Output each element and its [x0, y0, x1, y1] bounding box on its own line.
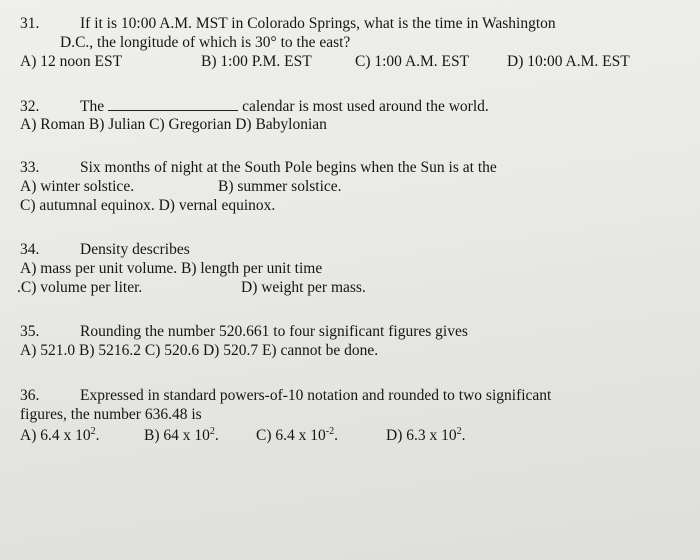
option-b: B) 1:00 P.M. EST — [201, 53, 312, 70]
question-stem: Density describes — [80, 241, 190, 258]
option-c: C) 1:00 A.M. EST — [355, 53, 470, 70]
question-number: 36. — [20, 387, 40, 404]
question-number: 35. — [20, 323, 40, 340]
question-31 — [20, 14, 630, 71]
question-stem-end: calendar is most used around the world. — [242, 98, 489, 115]
question-number: 31. — [20, 15, 40, 32]
option-a: A) 6.4 x $10^2$. — [20, 426, 100, 444]
option-d: D) 10:00 A.M. EST — [507, 53, 630, 70]
options-line: A) Roman B) Julian C) Gregorian D) Babylonian — [20, 116, 327, 133]
question-36 — [20, 386, 551, 445]
option-a: A) 12 noon EST — [20, 53, 123, 70]
fill-in-blank — [108, 96, 238, 111]
question-stem-start: The — [80, 98, 105, 115]
question-stem: Expressed in standard powers-of-10 notation and rounded to two significant — [80, 387, 552, 404]
question-stem: Six months of night at the South Pole begins when the Sun is at the — [80, 159, 497, 176]
question-number: 33. — [20, 159, 40, 176]
question-number: 32. — [20, 98, 40, 115]
option-a-b: A) mass per unit volume. B) length per unit time — [20, 260, 323, 277]
option-a: A) winter solstice. — [20, 178, 135, 195]
option-b: B) summer solstice. — [218, 178, 342, 195]
question-stem-continued: D.C., the longitude of which is 30° to the east? — [60, 34, 351, 51]
option-d: D) weight per mass. — [241, 279, 366, 296]
question-33 — [20, 158, 497, 215]
option-b: B) 64 x $10^2$. — [144, 426, 219, 444]
question-number: 34. — [20, 241, 40, 258]
question-32 — [20, 96, 489, 134]
option-c: C) 6.4 x $10^{-2}$. — [256, 426, 338, 444]
option-c: .C) volume per liter. — [17, 279, 143, 296]
option-c-d: C) autumnal equinox. D) vernal equinox. — [20, 197, 276, 214]
option-d: D) 6.3 x $10^2$. — [386, 426, 466, 444]
question-stem: Rounding the number 520.661 to four significant figures gives — [80, 323, 468, 340]
options-line: A) 521.0 B) 5216.2 C) 520.6 D) 520.7 E) cannot be done. — [20, 342, 379, 359]
question-stem-continued: figures, the number 636.48 is — [20, 406, 202, 423]
question-34 — [17, 240, 366, 297]
question-stem: If it is 10:00 A.M. MST in Colorado Springs, what is the time in Washington — [80, 15, 556, 32]
question-35 — [20, 322, 468, 360]
